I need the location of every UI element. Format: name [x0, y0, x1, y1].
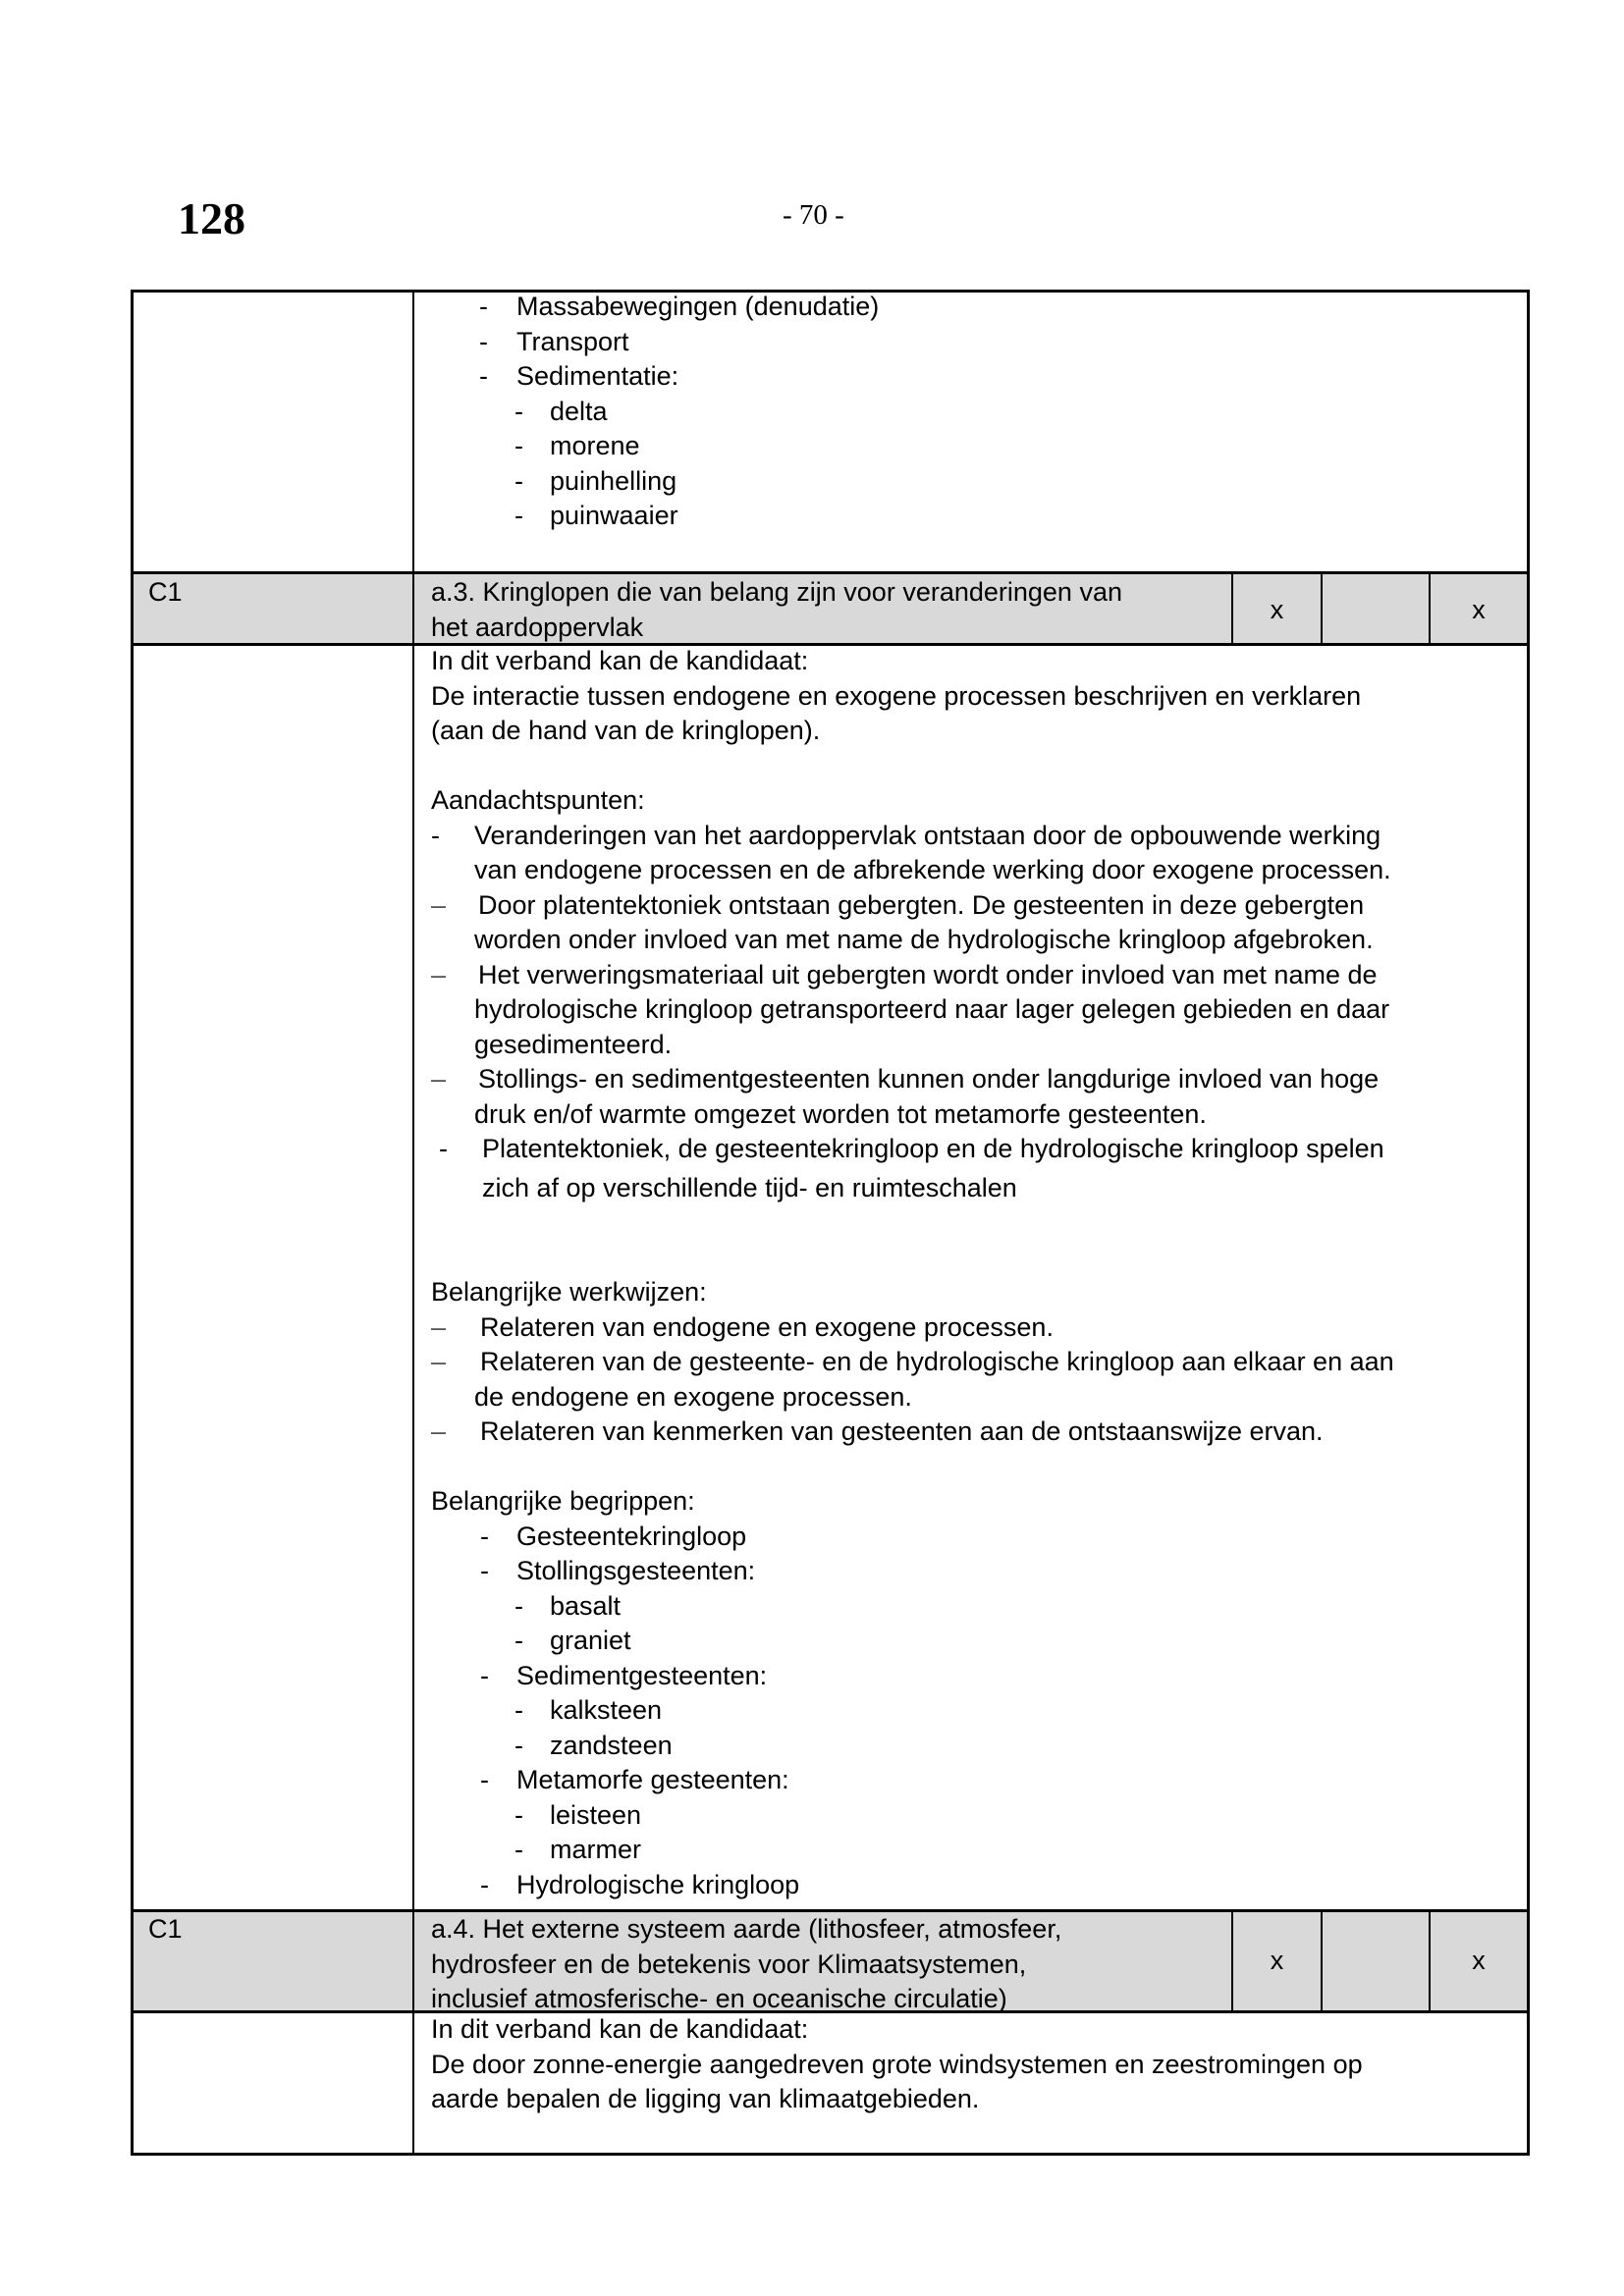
- section-title-a4: a.4. Het externe systeem aarde (lithosfeer, atmosfeer, hydrosfeer en de betekenis voor Klimaatsystemen, inclusief atmosferische- en oceanische circulatie): [431, 1914, 1062, 2013]
- list-item: de endogene en exogene processen.: [474, 1381, 912, 1412]
- list-item: zich af op verschillende tijd- en ruimteschalen: [482, 1172, 1017, 1202]
- list-item: - Sedimentatie:: [479, 361, 679, 391]
- list-item: - Massabewegingen (denudatie): [479, 292, 880, 321]
- continuation-list: [479, 290, 879, 534]
- section-code-a4: C1: [148, 1914, 183, 1944]
- section-body-a4: [431, 2012, 1363, 2117]
- intro-text: De door zonne-energie aangedreven grote windsystemen en zeestromingen op: [431, 2049, 1363, 2079]
- list-item: – Relateren van kenmerken van gesteenten aan de ontstaanswijze ervan.: [431, 1416, 1324, 1446]
- list-item: - Veranderingen van het aardoppervlak ontstaan door de opbouwende werking: [431, 820, 1381, 850]
- mark-column-divider: [1321, 573, 1323, 644]
- intro-label: In dit verband kan de kandidaat:: [431, 2014, 809, 2044]
- list-item: - puinwaaier: [514, 501, 678, 530]
- list-item: – Stollings- en sedimentgesteenten kunnen onder langdurige invloed van hoge: [431, 1064, 1380, 1094]
- list-item: - Platentektoniek, de gesteentekringloop en de hydrologische kringloop spelen: [439, 1134, 1384, 1163]
- intro-text: (aan de hand van de kringlopen).: [431, 716, 821, 745]
- list-item: - Transport: [479, 326, 629, 356]
- section-title-a3: a.3. Kringlopen die van belang zijn voor veranderingen van het aardoppervlak: [431, 577, 1122, 642]
- mark-column-divider: [1321, 1910, 1323, 2011]
- mark-cell: x: [1472, 595, 1486, 624]
- begrippen-label: Belangrijke begrippen:: [431, 1486, 695, 1516]
- section-code-a3: C1: [148, 577, 183, 607]
- list-item: - delta: [514, 396, 608, 426]
- intro-label: In dit verband kan de kandidaat:: [431, 646, 809, 675]
- list-item: - Stollingsgesteenten:: [480, 1556, 756, 1585]
- list-item: gesedimenteerd.: [474, 1029, 673, 1059]
- list-item: - graniet: [514, 1626, 631, 1655]
- mark-cell: x: [1270, 1946, 1284, 1975]
- list-item: worden onder invloed van met name de hydrologische kringloop afgebroken.: [474, 925, 1374, 954]
- list-item: - basalt: [514, 1590, 622, 1621]
- intro-text: aarde bepalen de ligging van klimaatgebieden.: [431, 2084, 980, 2113]
- list-item: - puinhelling: [514, 465, 677, 496]
- list-item: – Relateren van endogene en exogene processen.: [431, 1311, 1054, 1342]
- list-item: – Door platentektoniek ontstaan gebergten. De gesteenten in deze gebergten: [431, 889, 1365, 920]
- aandachtspunten-label: Aandachtspunten:: [431, 785, 645, 815]
- section-body-a3: [431, 644, 1394, 1902]
- werkwijzen-label: Belangrijke werkwijzen:: [431, 1277, 707, 1307]
- curriculum-table: [131, 290, 1530, 2156]
- list-item: - marmer: [514, 1835, 641, 1864]
- list-item: - Metamorfe gesteenten:: [480, 1765, 789, 1794]
- list-item: - zandsteen: [514, 1730, 673, 1760]
- list-item: - morene: [514, 431, 640, 460]
- list-item: – Relateren van de gesteente- en de hydrologische kringloop aan elkaar en aan: [431, 1347, 1394, 1376]
- intro-text: De interactie tussen endogene en exogene processen beschrijven en verklaren: [431, 680, 1362, 711]
- sub-page-number: - 70 -: [783, 199, 844, 231]
- row-divider: [134, 571, 1527, 574]
- list-item: - leisteen: [514, 1799, 642, 1830]
- list-item: druk en/of warmte omgezet worden tot metamorfe gesteenten.: [474, 1098, 1207, 1129]
- list-item: - Sedimentgesteenten:: [480, 1660, 768, 1690]
- list-item: hydrologische kringloop getransporteerd naar lager gelegen gebieden en daar: [474, 994, 1390, 1024]
- list-item: – Het verweringsmateriaal uit gebergten wordt onder invloed van met name de: [431, 959, 1378, 989]
- page-number: 128: [178, 193, 245, 243]
- list-item: - Gesteentekringloop: [480, 1521, 747, 1551]
- list-item: - Hydrologische kringloop: [480, 1869, 800, 1899]
- column-divider: [412, 293, 414, 2153]
- mark-cell: x: [1472, 1946, 1486, 1975]
- mark-cell: x: [1270, 595, 1284, 624]
- list-item: van endogene processen en de afbrekende werking door exogene processen.: [474, 855, 1391, 884]
- list-item: - kalksteen: [514, 1695, 663, 1725]
